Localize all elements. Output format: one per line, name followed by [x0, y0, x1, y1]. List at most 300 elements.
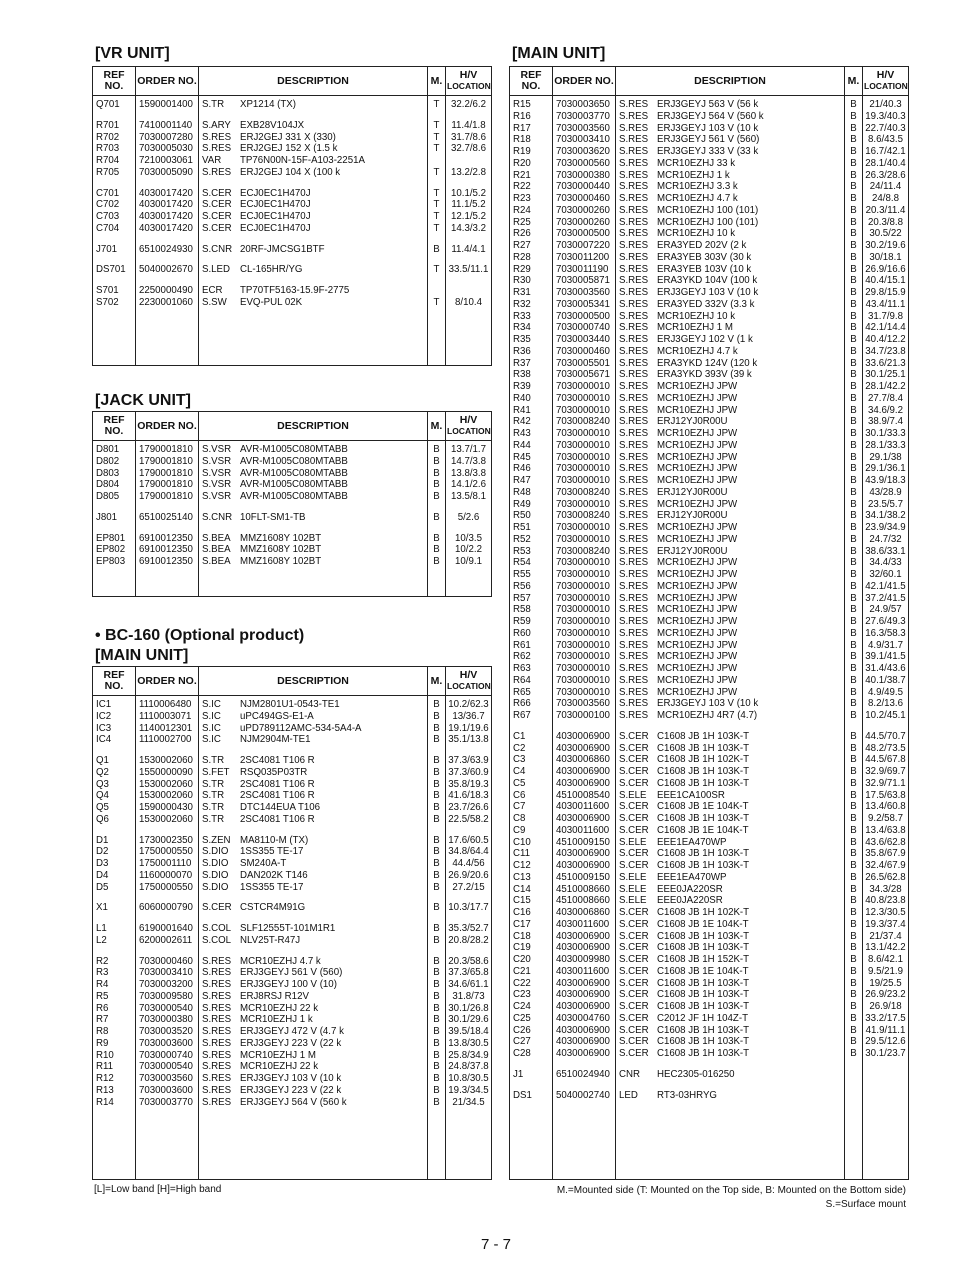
part-type: S.FET: [202, 766, 230, 778]
ref-no: C4: [510, 766, 553, 778]
description: [199, 120, 428, 132]
ref-no: R31: [510, 287, 553, 299]
order-no: 7030003410: [136, 967, 199, 979]
mounted-side: B: [845, 405, 863, 417]
description: [199, 155, 428, 167]
ref-no: R65: [510, 687, 553, 699]
hv-location: 21/34.5: [446, 1097, 492, 1109]
part-row: [510, 487, 909, 499]
hv-location: 44.5/70.7: [863, 731, 909, 743]
order-no: 6910012350: [136, 556, 199, 568]
header-hv-location: H/V LOCATION: [446, 67, 492, 96]
hv-location: 43.9/18.3: [863, 475, 909, 487]
ref-no: R705: [93, 167, 136, 179]
ref-no: Q701: [93, 96, 136, 111]
part-type: S.CER: [619, 813, 649, 824]
vr-unit-parts-table: [92, 66, 492, 366]
part-row: [510, 334, 909, 346]
order-no: 1730002350: [136, 835, 199, 847]
order-no: 1530002060: [136, 779, 199, 791]
description: [616, 640, 845, 652]
hv-location: 5/2.6: [446, 512, 492, 524]
description: [616, 358, 845, 370]
part-type: S.ELE: [619, 883, 647, 895]
ref-no: R61: [510, 640, 553, 652]
mounted-side: B: [845, 311, 863, 323]
part-row: [93, 297, 492, 309]
hv-location: 24.8/37.8: [446, 1061, 492, 1073]
hv-location: 12.1/5.2: [446, 211, 492, 223]
description: [199, 790, 428, 802]
ref-no: R59: [510, 616, 553, 628]
description: [616, 158, 845, 170]
description: [616, 287, 845, 299]
part-type: S.RES: [619, 674, 649, 686]
order-no: 7030000010: [553, 534, 616, 546]
part-number: TP70TF5163-15.9F-2775: [240, 285, 350, 296]
order-no: 2250000490: [136, 285, 199, 297]
part-number: SLF12555T-101M1R1: [240, 923, 336, 934]
hv-location: 11.1/5.2: [446, 199, 492, 211]
ref-no: R60: [510, 628, 553, 640]
ref-no: R64: [510, 675, 553, 687]
ref-no: C13: [510, 872, 553, 884]
part-row: [510, 743, 909, 755]
ref-no: R46: [510, 463, 553, 475]
description: [199, 223, 428, 235]
description: [616, 111, 845, 123]
order-no: 2230001060: [136, 297, 199, 309]
hv-location: 41.6/18.3: [446, 790, 492, 802]
part-type: S.RES: [202, 1073, 232, 1084]
part-row: [510, 123, 909, 135]
order-no: 7030005871: [553, 275, 616, 287]
order-no: 7030008240: [553, 546, 616, 558]
header-hv-location: H/V LOCATION: [446, 412, 492, 441]
hv-location: 30.1/29.6: [446, 1014, 492, 1026]
description: [199, 1061, 428, 1073]
hv-location: 27.7/8.4: [863, 393, 909, 405]
hv-location: 29.5/12.6: [863, 1036, 909, 1048]
ref-no: R43: [510, 428, 553, 440]
order-no: 1590001400: [136, 96, 199, 111]
ref-no: C20: [510, 954, 553, 966]
header-description: DESCRIPTION: [199, 412, 428, 441]
description: [616, 1013, 845, 1025]
part-number: MCR10EZHJ 4.7 k: [657, 345, 738, 357]
part-type: S.RES: [202, 979, 232, 990]
order-no: 1790001810: [136, 456, 199, 468]
mounted-side: B: [428, 835, 446, 847]
part-number: MCR10EZHJ JPW: [657, 616, 738, 627]
ref-no: R702: [93, 132, 136, 144]
ref-no: R6: [93, 1003, 136, 1015]
part-type: S.CER: [619, 918, 649, 930]
order-no: 7030005030: [136, 143, 199, 155]
mounted-side: B: [845, 790, 863, 802]
hv-location: 10.8/30.5: [446, 1073, 492, 1085]
order-no: 4030006900: [553, 942, 616, 954]
mounted-side: B: [845, 1001, 863, 1013]
description: [616, 96, 845, 111]
description: [199, 935, 428, 947]
part-number: uPC494GS-E1-A: [240, 710, 314, 722]
mounted-side: B: [845, 884, 863, 896]
mounted-side: B: [428, 1073, 446, 1085]
part-row: [93, 1038, 492, 1050]
part-number: C1608 JB 1H 102K-T: [657, 907, 750, 918]
mounted-side: B: [845, 475, 863, 487]
ref-no: Q6: [93, 814, 136, 826]
part-type: S.CER: [619, 754, 649, 766]
ref-no: R42: [510, 416, 553, 428]
part-number: MCR10EZHJ 4.7 k: [657, 193, 738, 204]
ref-no: R52: [510, 534, 553, 546]
ref-no: D801: [93, 441, 136, 456]
part-type: S.RES: [619, 251, 649, 263]
mounted-side: B: [428, 1014, 446, 1026]
ref-no: C701: [93, 188, 136, 200]
part-type: S.RES: [619, 287, 649, 298]
ref-no: J1: [510, 1069, 553, 1081]
part-type: S.BEA: [202, 544, 231, 556]
header-ref-no: REF NO.: [510, 67, 553, 96]
hv-location: 14.3/3.2: [446, 223, 492, 235]
ref-no: R9: [93, 1038, 136, 1050]
part-row: [510, 170, 909, 182]
description: [616, 801, 845, 813]
part-type: S.COL: [202, 934, 232, 946]
hv-location: 4.9/49.5: [863, 687, 909, 699]
description: [616, 698, 845, 710]
ref-no: R17: [510, 123, 553, 135]
part-row: [510, 299, 909, 311]
description: [616, 860, 845, 872]
part-type: S.VSR: [202, 444, 232, 455]
bc160-title: • BC-160 (Optional product): [95, 627, 305, 644]
ref-no: D802: [93, 456, 136, 468]
part-row: [93, 1085, 492, 1097]
part-type: S.RES: [619, 545, 649, 557]
mounted-side: B: [845, 170, 863, 182]
hv-location: 10.2/62.3: [446, 696, 492, 711]
part-type: S.RES: [619, 569, 649, 580]
part-row: [510, 848, 909, 860]
part-type: S.ELE: [619, 789, 647, 801]
ref-no: IC4: [93, 734, 136, 746]
part-row: [93, 556, 492, 568]
part-number: ERJ3GEYJ 333 V (33 k: [657, 146, 759, 157]
part-number: EEE0JA220SR: [657, 895, 723, 907]
mounted-side: B: [428, 991, 446, 1003]
description: [616, 919, 845, 931]
description: [199, 882, 428, 894]
description: [199, 870, 428, 882]
header-ref-no: REF NO.: [93, 667, 136, 696]
description: [616, 813, 845, 825]
ref-no: J801: [93, 512, 136, 524]
hv-location: 37.3/63.9: [446, 755, 492, 767]
part-type: S.RES: [619, 580, 649, 592]
part-type: S.RES: [619, 146, 649, 157]
hv-location: 23.9/34.9: [863, 522, 909, 534]
order-no: 7030000010: [553, 640, 616, 652]
part-row: [93, 767, 492, 779]
mounted-side: T: [428, 211, 446, 223]
hv-location: 43.4/11.1: [863, 299, 909, 311]
part-row: [93, 491, 492, 503]
part-number: MCR10EZHJ 100 (101): [657, 216, 759, 228]
description: [199, 199, 428, 211]
order-no: 7030003770: [136, 1097, 199, 1109]
ref-no: X1: [93, 902, 136, 914]
hv-location: 22.7/40.3: [863, 123, 909, 135]
ref-no: R3: [93, 967, 136, 979]
part-number: MCR10EZHJ JPW: [657, 580, 738, 592]
part-row: [510, 640, 909, 652]
ref-no: D804: [93, 479, 136, 491]
ref-no: C17: [510, 919, 553, 931]
part-number: 1SS355 TE-17: [240, 846, 304, 858]
ref-no: EP802: [93, 544, 136, 556]
part-row: [510, 499, 909, 511]
mounted-side: [428, 285, 446, 297]
part-number: 2SC4081 T106 R: [240, 755, 315, 766]
order-no: 7030000010: [553, 393, 616, 405]
part-number: C1608 JB 1H 103K-T: [657, 860, 750, 871]
part-row: [510, 651, 909, 663]
ref-no: EP803: [93, 556, 136, 568]
mounted-side: B: [428, 711, 446, 723]
hv-location: 10.1/5.2: [446, 188, 492, 200]
part-row: [510, 1001, 909, 1013]
description: [199, 956, 428, 968]
description: [616, 405, 845, 417]
description: [616, 710, 845, 722]
order-no: 1790001810: [136, 468, 199, 480]
description: [616, 754, 845, 766]
ref-no: R18: [510, 134, 553, 146]
mounted-side: B: [845, 499, 863, 511]
part-row: [93, 456, 492, 468]
mounted-side: B: [428, 1085, 446, 1097]
hv-location: 28.1/33.3: [863, 440, 909, 452]
bc160-main-unit-parts-table: [92, 666, 492, 1180]
mounted-side: B: [845, 919, 863, 931]
part-type: S.CER: [202, 222, 232, 234]
description: [616, 134, 845, 146]
description: [616, 942, 845, 954]
order-no: 7030000740: [136, 1050, 199, 1062]
part-row: [510, 534, 909, 546]
mounted-side: B: [428, 902, 446, 914]
part-row: [93, 244, 492, 256]
part-type: S.RES: [202, 131, 232, 143]
part-type: S.CER: [202, 199, 232, 211]
order-no: 7030003560: [136, 1073, 199, 1085]
description: [199, 734, 428, 746]
part-type: S.CER: [619, 907, 649, 918]
part-type: S.RES: [619, 204, 649, 216]
order-no: 4030009980: [553, 954, 616, 966]
description: [616, 546, 845, 558]
hv-location: 23.7/26.6: [446, 802, 492, 814]
description: [199, 1097, 428, 1109]
part-row: [510, 1013, 909, 1025]
part-type: S.RES: [619, 592, 649, 604]
part-number: ERA3YKD 104V (100 k: [657, 275, 758, 287]
part-type: S.BEA: [202, 556, 231, 567]
part-row: [510, 628, 909, 640]
part-number: ERJ2GEJ 104 X (100 k: [240, 166, 341, 178]
part-row: [510, 919, 909, 931]
part-type: S.RES: [619, 310, 649, 322]
part-number: EVQ-PUL 02K: [240, 296, 303, 308]
order-no: 7030003560: [553, 123, 616, 135]
part-row: [93, 199, 492, 211]
description: [616, 931, 845, 943]
part-type: S.CER: [619, 766, 649, 777]
part-number: C1608 JB 1E 104K-T: [657, 965, 749, 977]
hv-location: 32.2/6.2: [446, 96, 492, 111]
hv-location: 19/25.5: [863, 978, 909, 990]
description: [616, 252, 845, 264]
part-number: C1608 JB 1H 103K-T: [657, 848, 750, 860]
order-no: 4030006900: [553, 778, 616, 790]
description: [199, 441, 428, 456]
part-number: ERA3YED 202V (2 k: [657, 240, 747, 251]
part-number: HEC2305-016250: [657, 1068, 735, 1080]
order-no: 7030000010: [553, 581, 616, 593]
hv-location: 20.3/11.4: [863, 205, 909, 217]
vr-unit-title: [VR UNIT]: [95, 45, 170, 62]
order-no: 4030006860: [553, 754, 616, 766]
mounted-side: B: [845, 111, 863, 123]
hv-location: 43/28.9: [863, 487, 909, 499]
description: [616, 675, 845, 687]
hv-location: 34.4/33: [863, 557, 909, 569]
part-number: MCR10EZHJ JPW: [657, 451, 738, 463]
header-description: DESCRIPTION: [616, 67, 845, 96]
mounted-side: B: [428, 814, 446, 826]
hv-location: 34.3/28: [863, 884, 909, 896]
part-type: S.VSR: [202, 479, 232, 491]
hv-location: 31.4/43.6: [863, 663, 909, 675]
part-number: MCR10EZHJ JPW: [657, 686, 738, 698]
hv-location: 30.1/33.3: [863, 428, 909, 440]
order-no: 7030000740: [553, 322, 616, 334]
ref-no: D803: [93, 468, 136, 480]
order-no: 4030006900: [553, 989, 616, 1001]
hv-location: 40.4/15.1: [863, 275, 909, 287]
part-type: S.ZEN: [202, 834, 231, 846]
part-type: S.CER: [619, 848, 649, 860]
ref-no: C3: [510, 754, 553, 766]
ref-no: R51: [510, 522, 553, 534]
ref-no: C702: [93, 199, 136, 211]
mounted-side: T: [428, 188, 446, 200]
part-number: ERJ3GEYJ 223 V (22 k: [240, 1037, 342, 1049]
description: [616, 146, 845, 158]
order-no: 1590000430: [136, 802, 199, 814]
mounted-side: B: [845, 710, 863, 722]
part-row: [93, 285, 492, 297]
part-type: S.RES: [619, 369, 649, 381]
part-number: 1SS355 TE-17: [240, 881, 304, 893]
hv-location: 30/18.1: [863, 252, 909, 264]
mounted-side: B: [428, 1026, 446, 1038]
ref-no: C11: [510, 848, 553, 860]
part-number: 2SC4081 T106 R: [240, 778, 315, 790]
part-row: [510, 322, 909, 334]
mounted-side: B: [845, 287, 863, 299]
part-row: [510, 978, 909, 990]
order-no: 7030000010: [553, 628, 616, 640]
hv-location: 8.6/43.5: [863, 134, 909, 146]
ref-no: R55: [510, 569, 553, 581]
part-row: [93, 479, 492, 491]
part-row: [510, 801, 909, 813]
part-type: S.RES: [619, 663, 649, 674]
part-type: S.RES: [619, 193, 649, 204]
part-row: [510, 1036, 909, 1048]
mounted-side: B: [845, 616, 863, 628]
part-row: [93, 468, 492, 480]
part-row: [510, 205, 909, 217]
ref-no: R701: [93, 120, 136, 132]
part-number: MCR10EZHJ JPW: [657, 498, 738, 510]
order-no: 1790001810: [136, 441, 199, 456]
hv-location: 10/9.1: [446, 556, 492, 568]
part-number: 2SC4081 T106 R: [240, 813, 315, 825]
hv-location: 34.1/38.2: [863, 510, 909, 522]
description: [616, 731, 845, 743]
order-no: 1110006480: [136, 696, 199, 711]
ref-no: Q5: [93, 802, 136, 814]
part-type: S.RES: [202, 955, 232, 967]
hv-location: 13.8/30.5: [446, 1038, 492, 1050]
ref-no: R63: [510, 663, 553, 675]
description: [199, 188, 428, 200]
hv-location: 32.7/8.6: [446, 143, 492, 155]
mounted-side: B: [428, 723, 446, 735]
hv-location: 42.1/41.5: [863, 581, 909, 593]
order-no: 7030000010: [553, 405, 616, 417]
part-row: [510, 111, 909, 123]
hv-location: 33.5/11.1: [446, 264, 492, 276]
mounted-side: B: [845, 334, 863, 346]
part-number: MCR10EZHJ JPW: [657, 557, 738, 569]
mounted-side: B: [845, 766, 863, 778]
order-no: 7030000010: [553, 522, 616, 534]
description: [199, 533, 428, 545]
part-row: [93, 1073, 492, 1085]
part-number: ERJ3GEYJ 100 V (10): [240, 979, 337, 990]
order-no: 1110002700: [136, 734, 199, 746]
part-number: C1608 JB 1E 104K-T: [657, 824, 749, 836]
hv-location: 4.9/31.7: [863, 640, 909, 652]
description: [616, 428, 845, 440]
part-number: MCR10EZHJ 100 (101): [657, 204, 759, 216]
mounted-side: B: [845, 346, 863, 358]
hv-location: 31.7/9.8: [863, 311, 909, 323]
hv-location: 31.7/8.6: [446, 132, 492, 144]
mounted-side: B: [845, 569, 863, 581]
description: [199, 1003, 428, 1015]
part-row: [510, 989, 909, 1001]
part-type: S.DIO: [202, 858, 229, 869]
mounted-side: T: [428, 264, 446, 276]
